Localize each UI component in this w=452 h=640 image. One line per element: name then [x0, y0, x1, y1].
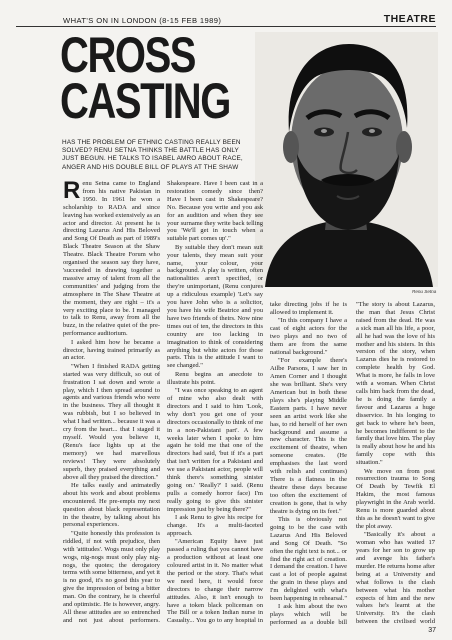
portrait-photo: [255, 32, 438, 287]
article-column-4: [356, 301, 435, 626]
paragraph: "Basically it's about a woman who has waited 17 years for her son to grow up and avenge his father's murder. He returns home after being at a University and what follows is the clash between what his mother expects of him and the new values he's learnt at the University. It's the clash between the civilised world: [356, 531, 435, 626]
headline: [60, 27, 230, 129]
portrait-illustration: [255, 32, 438, 287]
paragraph: This is obviously not going to be the case with Lazarus And His Beloved and Song Of Death. "So often the right text is not... or find the right act of creation. I demand the creation. I have cast a lot of people against the grain in these plays and I'm delighted with what's been happening in rehearsal.": [270, 515, 347, 603]
paragraph: He talks easily and animatedly about his work and about problems encountered. He pre-empts my next question about black representation in the theatre, by talking about his personal experiences.: [63, 481, 160, 529]
article-column-1: [63, 180, 160, 625]
section-header: WHAT'S ON IN LONDON (8-15 FEB 1989): [63, 16, 222, 25]
headline-line-1: CROSS: [60, 27, 196, 83]
paragraph: Shakespeare. Have I been cast in a restoration comedy since then? Have I been cast in Shakespeare? No. Because you write and you ask for an audition and when they see your surname they write back telling you 'We'll get in touch when a suitable part comes up'.": [167, 180, 263, 243]
page-number: 37: [428, 627, 436, 634]
paragraph: "The story is about Lazarus, the man that Jesus Christ raised from the dead. He was a sick man all his life, a poor, all he had was the love of his mother and his sisters. In this version of the story, when Lazarus dies he is restored to complete health by God. What is more, he falls in love with a woman. When Christ calls him back from the dead, he is doing the family a favour and Lazarus a huge disservice. In his longing to get back to where he's been, he becomes indifferent to the family that love him. The play is really about how he and his family cope with this situation.": [356, 301, 435, 467]
paragraph: "Quite honestly this profession is riddled, if not with prejudice, then with 'attitudes'. Wogs must only play wogs, nig-nogs must only play nig-nogs, the quotes; the derogatory terms with some bitterness, and yet it is no good, it's no good this year to give the impression of being a bitter man. On the contrary, he is cheerful and optimistic. He is however, angry. All these attitudes are so entrenched and not just about performers.: [63, 529, 160, 624]
paragraph: "American Equity have just passed a ruling that you cannot have a production without at least one coloured artist in it. No matter what the period or the story. That's what we need here, it would force directors to change their narrow attitudes. Also, it isn't enough to have a token black policeman on The Bill or a token Indian nurse in Casualty... You go to any hospital in: [167, 538, 263, 625]
paragraph: We move on from post resurrection trauma to Song Of Death by Tewfik El Hakim, the most famous playwright in the Arab world. Renu is more guarded about this as he doesn't want to give the plot away.: [356, 467, 435, 530]
paragraph: I ask him about the two plays which will be performed as a double bill: [270, 603, 347, 626]
headline-line-2: CASTING: [60, 73, 230, 129]
paragraph: I asked him how he became a director, having trained primarily as an actor.: [63, 338, 160, 362]
standfirst: HAS THE PROBLEM OF ETHNIC CASTING REALLY BEEN SOLVED? RENU SETNA THINKS THE BATTLE HAS ONLY JUST BEGUN. HE TALKS TO ISABEL AMRO ABOUT RACE, ANGER AND HIS DOUBLE BILL OF PLAYS AT THE SHAW: [62, 139, 243, 171]
paragraph: take directing jobs if he is allowed to implement it.: [270, 301, 347, 316]
paragraph: "When I finished RADA getting started was very difficult, so out of frustration I sat down and wrote a play, which I then spread around to agents and various friends who were in the business. They all thought it was rubbish, but I so believed in what I had written... because it was a cry from the heart... that I staged it myself. Would you believe it, (Renu's face lights up at the memory) we had marvellous reviews! They were absolutely superb, they praised everything and above all they praised the direction.": [63, 362, 160, 481]
category-label: THEATRE: [383, 13, 436, 25]
paragraph: [63, 180, 160, 338]
paragraph: By suitable they don't mean suit your talents, they mean suit your name, your colour, your background. A play is written, often nationalities aren't specified, or they're unimportant, (Renu conjures up a ridiculous example) 'Let's say you have John who is a solicitor, you have his wife Beatrice and you have two friends of theirs. Now nine times out of ten, the directors in this country are too lacking in imagination to think of considering anything but white actors for those parts. This is the attitude I want to see changed.": [167, 243, 263, 370]
paragraph-text: enu Setna came to England from his native Pakistan in 1950. In 1961 he won a scholarship to RADA and since leaving has worked extensively as an actor and director. At present he is directing Lazarus And His Beloved and Song Of Death as part of 1989's Black Theatre Season at the Shaw Theatre. Black Theatre Forum who organised the season say they have, 'succeeded in drawing together a massive array of talent from all the communities' and judging from the atmosphere in The Shaw Theatre at the moment, they are right – it's a very exciting place to be. I managed to talk to Renu, away from all the buzz, in the relative quiet of the pre-performance auditorium.: [63, 180, 160, 338]
paragraph: "In this company I have a cast of eight actors for the two plays and no two of them are from the same national background.": [270, 317, 347, 356]
article-column-3: [270, 301, 347, 626]
paragraph: I ask Renu to give his recipe for change. It's a multi-faceted approach.: [167, 514, 263, 537]
photo-credit: Renu Setna: [412, 289, 437, 294]
paragraph: "I was once speaking to an agent of mine who also dealt with directors and I said to him 'Look, why don't you get one of your directors occasionally to think of me in a non-Pakistani part'. A few weeks later when I spoke to him again he told me that one of the directors had said, 'but if it's a part that isn't written for a Pakistani and we use a Pakistani actor, people will think there's something sinister going on.' 'Really?' I said. (Renu pulls a comedy horror face) I'm really going to give this sinister impression just by being there?": [167, 387, 263, 513]
drop-cap: R: [63, 180, 81, 204]
paragraph: Renu begins an anecdote to illustrate his point.: [167, 370, 263, 386]
paragraph: "For example there's Ailbe Parsons, I saw her in Amen Corner and I thought she was brilliant. She's very American but in both these plays she's playing Middle Eastern parts. I have never seen an artist work like she has, to rid herself of her own background and assume a new character. This is the excitement of theatre, when someone creates. (He emphasises the last word with relish and continues) There is a flatness in the theatre these days because too often the excitement of creation is gone, that is why theatre is dying on its feet.": [270, 357, 347, 515]
article-column-2: [167, 180, 263, 625]
